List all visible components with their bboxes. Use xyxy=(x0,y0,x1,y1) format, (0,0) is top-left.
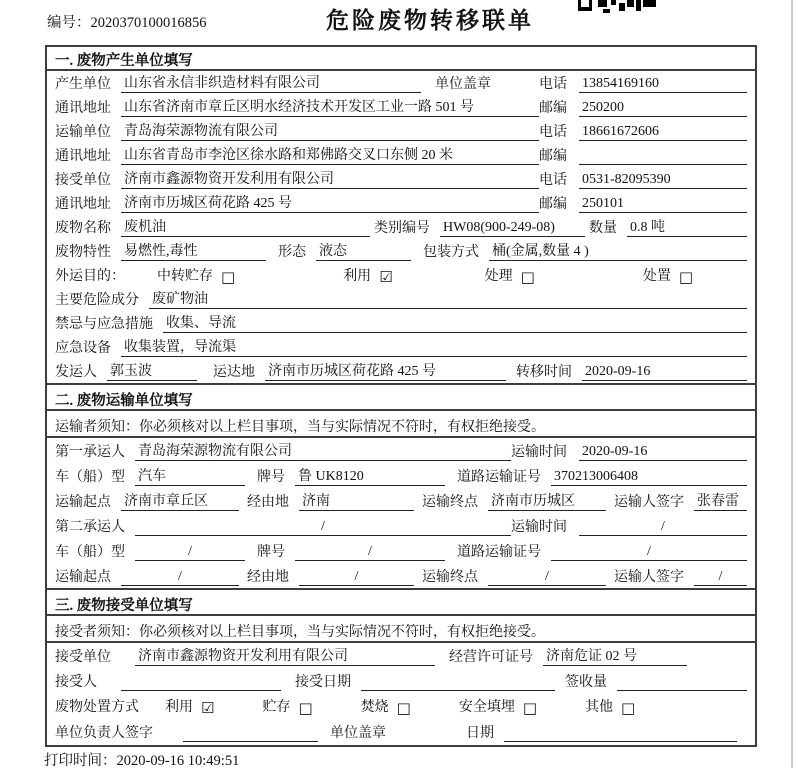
row-second-carrier xyxy=(47,513,755,538)
zip-label: 邮编 xyxy=(539,197,567,212)
doc-number xyxy=(47,11,207,32)
row-route-2 xyxy=(47,563,755,588)
row-waste-name xyxy=(47,215,755,239)
option-text: 安全填埋 xyxy=(458,700,515,715)
checkbox-checked-icon: ☑ xyxy=(201,699,215,717)
address-label: 通讯地址 xyxy=(55,101,111,116)
receive-person-value xyxy=(121,674,281,691)
route-start-2-value: / xyxy=(121,569,239,586)
receiver-label: 接受单位 xyxy=(55,173,111,188)
option-text: 其他 xyxy=(585,700,614,715)
shipper-label: 发运人 xyxy=(55,365,97,380)
transfer-time-label: 转移时间 xyxy=(516,365,572,380)
purpose-option-treat xyxy=(485,265,535,285)
receiver-phone-value: 0531-82095390 xyxy=(579,172,747,189)
plate-label: 牌号 xyxy=(257,470,285,485)
purpose-option-transfer-storage xyxy=(157,265,235,285)
second-carrier-value: / xyxy=(135,519,511,536)
carrier-sign-2-value: / xyxy=(694,569,747,586)
route-end-value: 济南市历城区 xyxy=(488,490,606,511)
hazard-label: 主要危险成分 xyxy=(55,293,139,308)
plate-value: 鲁 UK8120 xyxy=(295,465,445,486)
unit-seal-label: 单位盖章 xyxy=(330,726,386,741)
checkbox-checked-icon: ☑ xyxy=(379,268,393,286)
receiver-address-value: 济南市历城区荷花路 425 号 xyxy=(121,192,539,213)
row-transporter xyxy=(47,119,755,143)
receive-date-label: 接受日期 xyxy=(295,675,351,690)
carrier-sign-value: 张春雷 xyxy=(694,490,747,511)
waste-qty-value: 0.8 吨 xyxy=(627,216,747,237)
row-shipper xyxy=(47,359,755,383)
vehicle-type-label: 车（船）型 xyxy=(55,545,125,560)
print-time-label: 打印时间： xyxy=(44,753,117,768)
destination-value: 济南市历城区荷花路 425 号 xyxy=(265,360,506,381)
route-via-2-value: / xyxy=(299,569,414,586)
transporter-phone-value: 18661672606 xyxy=(579,124,747,141)
hazard-value: 废矿物油 xyxy=(149,288,747,309)
emergency-measures-label: 禁忌与应急措施 xyxy=(55,317,153,332)
receiver-zip-value: 250101 xyxy=(579,196,747,213)
zip-label: 邮编 xyxy=(539,149,567,164)
carrier-sign-label: 运输人签字 xyxy=(614,570,684,585)
emergency-measures-value: 收集、导流 xyxy=(163,312,747,333)
receipt-qty-label: 签收量 xyxy=(565,675,607,690)
page-title: 危险废物转移联单 xyxy=(326,8,534,33)
road-license-label: 道路运输证号 xyxy=(457,470,541,485)
waste-traits-label: 废物特性 xyxy=(55,245,111,260)
route-via-value: 济南 xyxy=(299,490,414,511)
row-receiver-address xyxy=(47,191,755,215)
qr-code-icon xyxy=(578,0,656,13)
row-producer-address xyxy=(47,95,755,119)
row-purpose xyxy=(47,263,755,287)
transport-time-value: 2020-09-16 xyxy=(579,444,747,461)
phone-label: 电话 xyxy=(539,173,567,188)
row-emergency-measures xyxy=(47,311,755,335)
row-receiver xyxy=(47,167,755,191)
waste-name-value: 废机油 xyxy=(121,216,370,237)
purpose-label: 外运目的： xyxy=(55,269,125,284)
vehicle-type-value: 汽车 xyxy=(135,465,245,486)
checkbox-icon: □ xyxy=(520,268,535,286)
row-receive-info xyxy=(47,668,755,693)
acceptor-value: 济南市鑫源物资开发利用有限公司 xyxy=(135,645,435,666)
route-start-value: 济南市章丘区 xyxy=(121,490,239,511)
receipt-qty-value xyxy=(617,674,747,691)
receiver-value: 济南市鑫源物资开发利用有限公司 xyxy=(121,168,539,189)
business-license-value: 济南危证 02 号 xyxy=(543,645,687,666)
option-text: 处理 xyxy=(484,269,513,284)
producer-label: 产生单位 xyxy=(55,77,111,92)
zip-label: 邮编 xyxy=(539,101,567,116)
transport-time-label: 运输时间 xyxy=(511,520,567,535)
row-route-1 xyxy=(47,488,755,513)
row-hazard xyxy=(47,287,755,311)
transporter-zip-value xyxy=(579,148,747,165)
page-edge-divider xyxy=(791,0,793,768)
section1-header: 一. 废物产生单位填写 xyxy=(47,47,755,71)
option-text: 贮存 xyxy=(262,700,291,715)
plate-2-value: / xyxy=(295,544,445,561)
address-label: 通讯地址 xyxy=(55,197,111,212)
vehicle-type-2-value: / xyxy=(135,544,245,561)
print-time xyxy=(44,749,239,768)
producer-phone-value: 13854169160 xyxy=(579,76,747,93)
packing-value: 桶(金属,数量 4 ) xyxy=(489,240,747,261)
doc-number-value: 2020370100016856 xyxy=(90,15,207,31)
address-label: 通讯地址 xyxy=(55,149,111,164)
transporter-value: 青岛海荣源物流有限公司 xyxy=(121,120,539,141)
purpose-option-dispose xyxy=(643,265,693,285)
route-start-label: 运输起点 xyxy=(55,495,111,510)
responsible-sign-label: 单位负责人签字 xyxy=(55,726,153,741)
waste-traits-value: 易燃性,毒性 xyxy=(121,240,266,261)
checkbox-icon: □ xyxy=(678,268,694,286)
option-text: 焚烧 xyxy=(360,700,389,715)
section3-header: 三. 废物接受单位填写 xyxy=(47,588,755,616)
date-value xyxy=(504,725,737,742)
plate-label: 牌号 xyxy=(257,545,285,560)
producer-zip-value: 250200 xyxy=(579,100,747,117)
disposal-option-other xyxy=(585,696,635,716)
first-carrier-label: 第一承运人 xyxy=(55,445,125,460)
checkbox-icon: □ xyxy=(621,699,636,717)
transfer-time-value: 2020-09-16 xyxy=(582,364,747,381)
route-end-2-value: / xyxy=(488,569,606,586)
phone-label: 电话 xyxy=(539,77,567,92)
section2-header: 二. 废物运输单位填写 xyxy=(47,383,755,411)
row-responsible-signature xyxy=(47,718,755,744)
option-text: 处置 xyxy=(642,269,671,284)
disposal-option-landfill xyxy=(459,696,537,716)
shipper-value: 郭玉波 xyxy=(107,360,197,381)
row-waste-traits xyxy=(47,239,755,263)
waste-code-label: 类别编号 xyxy=(374,221,430,236)
waste-form-value: 液态 xyxy=(316,240,411,261)
row-disposal-method xyxy=(47,693,755,718)
disposal-option-incinerate xyxy=(361,696,411,716)
waste-name-label: 废物名称 xyxy=(55,221,111,236)
vehicle-type-label: 车（船）型 xyxy=(55,470,125,485)
row-vehicle-2 xyxy=(47,538,755,563)
section3-notice: 接受者须知：你必须核对以上栏目事项，当与实际情况不符时，有权拒绝接受。 xyxy=(47,616,755,643)
emergency-equipment-label: 应急设备 xyxy=(55,341,111,356)
row-first-carrier xyxy=(47,438,755,463)
row-vehicle-1 xyxy=(47,463,755,488)
producer-value: 山东省永信非织造材料有限公司 xyxy=(121,72,421,93)
disposal-option-storage xyxy=(262,696,312,716)
carrier-sign-label: 运输人签字 xyxy=(614,495,684,510)
checkbox-icon: □ xyxy=(221,268,236,286)
checkbox-icon: □ xyxy=(522,699,538,717)
road-license-2-value: / xyxy=(551,544,747,561)
option-text: 利用 xyxy=(165,700,193,715)
business-license-label: 经营许可证号 xyxy=(449,650,533,665)
route-end-label: 运输终点 xyxy=(422,495,478,510)
route-via-label: 经由地 xyxy=(247,570,289,585)
row-transporter-address xyxy=(47,143,755,167)
checkbox-icon: □ xyxy=(396,699,411,717)
road-license-label: 道路运输证号 xyxy=(457,545,541,560)
row-producer xyxy=(47,71,755,95)
first-carrier-value: 青岛海荣源物流有限公司 xyxy=(135,440,511,461)
producer-address-value: 山东省济南市章丘区明水经济技术开发区工业一路 501 号 xyxy=(121,96,539,117)
road-license-value: 370213006408 xyxy=(551,469,747,486)
waste-qty-label: 数量 xyxy=(589,221,617,236)
responsible-sign-value xyxy=(183,725,318,742)
doc-number-label: 编号： xyxy=(47,15,91,31)
route-end-label: 运输终点 xyxy=(422,570,478,585)
transporter-address-value: 山东省青岛市李沧区徐水路和郑佛路交叉口东侧 20 米 xyxy=(121,144,539,165)
option-text: 中转贮存 xyxy=(157,269,213,284)
route-start-label: 运输起点 xyxy=(55,570,111,585)
checkbox-icon: □ xyxy=(298,699,313,717)
row-emergency-equipment xyxy=(47,335,755,359)
disposal-method-label: 废物处置方式 xyxy=(55,700,139,715)
phone-label: 电话 xyxy=(539,125,567,140)
manifest-form xyxy=(45,45,757,747)
transport-time-2-value: / xyxy=(579,519,747,536)
receive-date-value xyxy=(361,674,555,691)
packing-label: 包装方式 xyxy=(423,245,479,260)
print-time-value: 2020-09-16 10:49:51 xyxy=(116,753,240,768)
date-label: 日期 xyxy=(466,726,494,741)
emergency-equipment-value: 收集装置，导流渠 xyxy=(121,336,747,357)
acceptor-label: 接受单位 xyxy=(55,650,111,665)
transport-time-label: 运输时间 xyxy=(511,445,567,460)
unit-seal-label: 单位盖章 xyxy=(435,77,491,92)
route-via-label: 经由地 xyxy=(247,495,289,510)
destination-label: 运达地 xyxy=(213,365,255,380)
row-acceptor xyxy=(47,643,755,668)
receive-person-label: 接受人 xyxy=(55,675,97,690)
option-text: 利用 xyxy=(343,269,372,284)
waste-form-label: 形态 xyxy=(278,245,306,260)
purpose-option-utilize xyxy=(343,265,392,285)
disposal-option-utilize xyxy=(165,696,214,716)
section2-notice: 运输者须知：你必须核对以上栏目事项，当与实际情况不符时，有权拒绝接受。 xyxy=(47,411,755,438)
waste-code-value: HW08(900-249-08) xyxy=(440,220,585,237)
transporter-label: 运输单位 xyxy=(55,125,111,140)
second-carrier-label: 第二承运人 xyxy=(55,520,125,535)
